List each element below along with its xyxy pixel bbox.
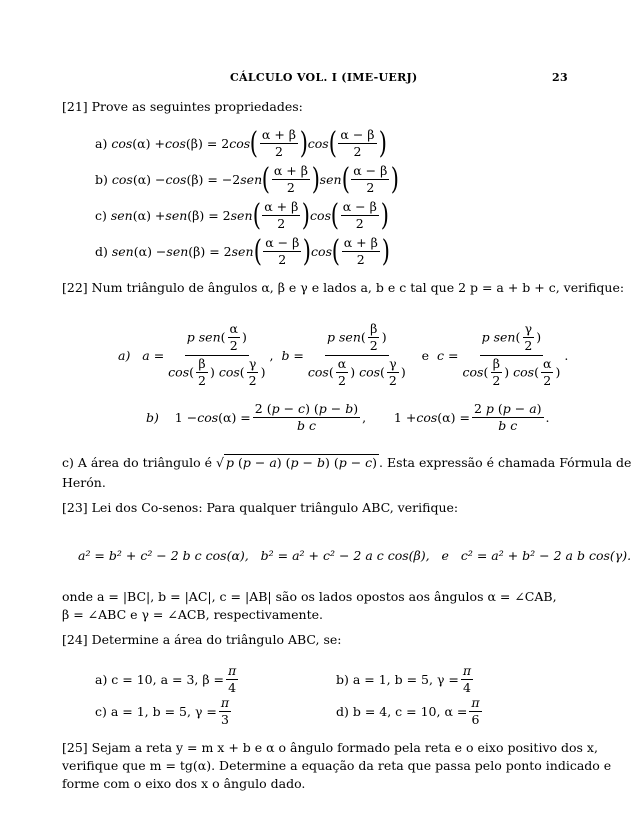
- item-label: b): [95, 172, 108, 188]
- p21-formula-b: b) cos (α) − cos (β) = −2 sen ( $\frac{\alpha + \beta}{2}$ ) sen ( $\frac{\alpha - \beta}{2}$ ): [95, 161, 400, 197]
- problem-22-intro: [22] Num triângulo de ângulos α, β e γ e lados a, b e c tal que 2 p = a + b + c, verifique:: [62, 280, 625, 295]
- item-text: d) b = 4, c = 10, α =: [336, 704, 468, 720]
- item-text: c) a = 1, b = 5, γ =: [95, 704, 217, 720]
- p22-formula-b: b) 1 − cos (α) = $\frac{2 (p - c) (p - b)}{\text{b c}}$ , 1 + cos (α) = $\frac{2 p (p - a)}{\text{b c}}$ .: [146, 401, 550, 434]
- item-label: d): [95, 244, 108, 260]
- frac-num: π: [226, 664, 238, 680]
- item-label: a): [95, 136, 108, 152]
- heron-text-1: c) A área do triângulo é: [62, 455, 213, 470]
- p22-formula-a: a) a = p sen( $\frac{\alpha}{2}$ ) cos( $\frac{\beta}{2}$ ) cos( $\frac{\gamma}{2}$ ) , b = p sen( $\frac{\beta}{2}$ ) cos( $\frac{\alpha}{2}$ ) cos( $\frac{\gamma}{2}$ ) e c = p sen( $\frac{\gamma}{2}$ ) cos( $\frac{\beta}{2}$ ) cos( $\frac{\alpha}{2}$ ) .: [118, 321, 569, 389]
- problem-24-intro: [24] Determine a área do triângulo ABC, se:: [62, 632, 342, 647]
- p24-item-b: [336, 664, 475, 696]
- p22-heron-line-2: Herón.: [62, 475, 106, 490]
- frac-den: 4: [228, 680, 237, 696]
- item-label: c): [95, 208, 107, 224]
- p21-formula-d: d) sen (α) − sen (β) = 2 sen ( $\frac{\alpha - \beta}{2}$ ) cos ( $\frac{\alpha + \beta}{2}$ ): [95, 233, 390, 269]
- frac-den: 3: [221, 712, 229, 728]
- frac-num: π: [469, 696, 481, 712]
- problem-25-line-1: [25] Sejam a reta y = m x + b e α o ângulo formado pela reta e o eixo positivo dos x,: [62, 740, 598, 755]
- p23-law-of-cosines: a² = b² + c² − 2 b c cos(α), b² = a² + c² − 2 a c cos(β), e c² = a² + b² − 2 a b cos(γ).: [78, 548, 632, 563]
- p24-item-a: [95, 664, 240, 696]
- problem-23-intro: [23] Lei dos Co-senos: Para qualquer triângulo ABC, verifique:: [62, 500, 459, 515]
- p23-note-1: onde a = |BC|, b = |AC|, c = |AB| são os lados opostos aos ângulos α = ∠CAB,: [62, 589, 557, 604]
- problem-25-line-2: verifique que m = tg(α). Determine a equação da reta que passa pelo ponto indicado e: [62, 758, 612, 773]
- heron-text-2: . Esta expressão é chamada Fórmula de: [379, 455, 632, 470]
- p24-item-d: [336, 696, 484, 728]
- item-label: b): [146, 410, 159, 426]
- p23-note-2: β = ∠ABC e γ = ∠ACB, respectivamente.: [62, 607, 323, 622]
- running-header: CÁLCULO VOL. I (IME-UERJ): [230, 71, 418, 84]
- p21-formula-c: c) sen (α) + sen (β) = 2 sen ( $\frac{\alpha + \beta}{2}$ ) cos ( $\frac{\alpha - \beta}{2}$ ): [95, 197, 389, 233]
- frac-num: π: [219, 696, 231, 712]
- frac-den: 6: [471, 712, 480, 728]
- p22-heron-line: c) A área do triângulo é √ p (p − a) (p − b) (p − c) . Esta expressão é chamada Fórmula de: [62, 455, 632, 470]
- frac-num: π: [461, 664, 473, 680]
- item-text: a) c = 10, a = 3, β =: [95, 672, 225, 688]
- item-text: b) a = 1, b = 5, γ =: [336, 672, 459, 688]
- problem-21-intro: [21] Prove as seguintes propriedades:: [62, 99, 303, 114]
- p21-formula-a: a) cos (α) + cos (β) = 2 cos ( $\frac{\alpha + \beta}{2}$ ) cos ( $\frac{\alpha - \beta}{2}$ ): [95, 125, 387, 161]
- page-number: 23: [552, 71, 568, 84]
- p24-item-c: [95, 696, 233, 728]
- frac-den: 4: [463, 680, 471, 696]
- problem-25-line-3: forme com o eixo dos x o ângulo dado.: [62, 776, 306, 791]
- item-label: a): [118, 347, 131, 363]
